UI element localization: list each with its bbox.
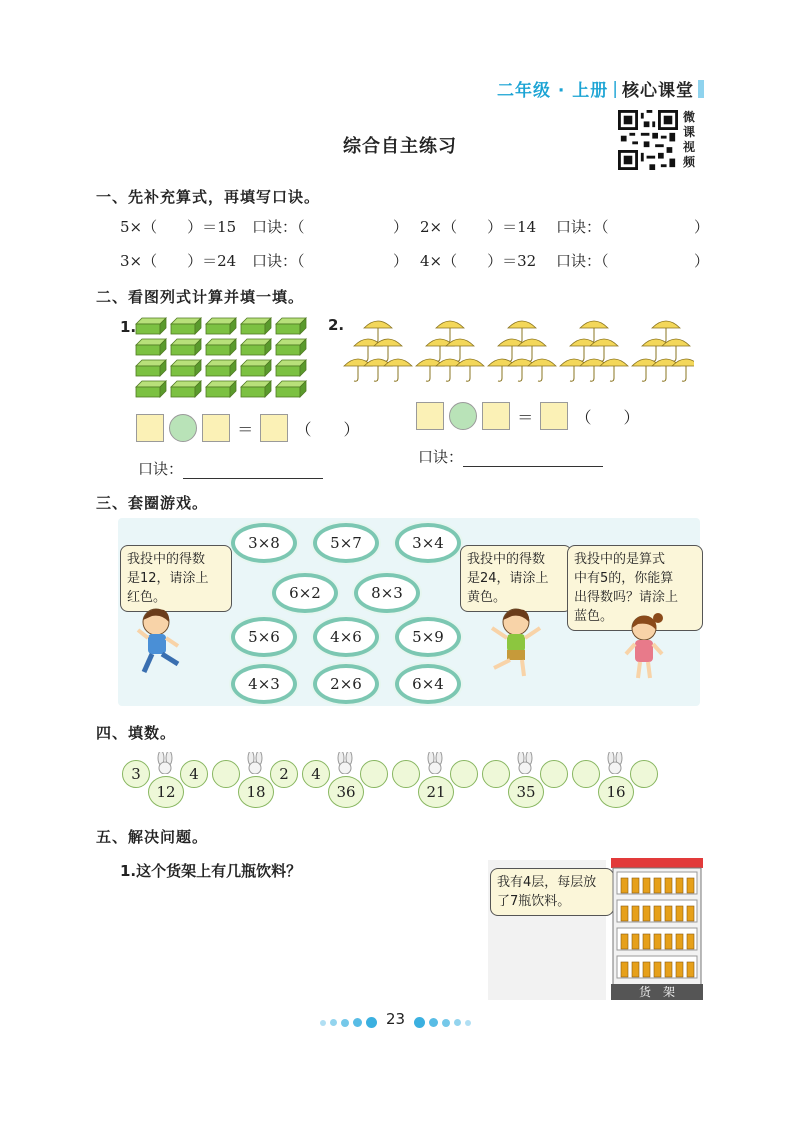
qr-label-char: 微 <box>683 110 696 124</box>
sec1-row2-right-close: ） <box>694 252 710 270</box>
unit-paren: （ ） <box>295 419 360 439</box>
rabbit-icon <box>511 752 539 774</box>
course-label: 核心课堂 <box>622 81 694 101</box>
left-number[interactable] <box>572 760 600 788</box>
shelf-speech-bubble <box>490 868 614 916</box>
bubble-line: 我投中的得数 <box>467 552 546 567</box>
bubble-line: 我有4层，每层放 <box>497 875 597 890</box>
equals-sign: ＝ <box>237 419 254 439</box>
number-group <box>120 752 210 806</box>
answer-box[interactable] <box>540 402 568 430</box>
ring[interactable]: 5×7 <box>313 523 379 563</box>
left-number[interactable]: 4 <box>302 760 330 788</box>
number-group <box>570 752 660 806</box>
left-number[interactable]: 3 <box>122 760 150 788</box>
bubble-line: 黄色。 <box>467 590 507 605</box>
umbrellas-illustration <box>342 314 694 392</box>
bubble-line: 红色。 <box>127 590 167 605</box>
product-number: 35 <box>508 776 544 808</box>
koujue-blank[interactable] <box>463 450 603 467</box>
drink-shelf-illustration <box>611 858 703 1000</box>
section-1-heading: 一、先补充算式，再填写口诀。 <box>96 188 321 206</box>
koujue-label: 口诀： <box>418 448 464 466</box>
section-5-heading: 五、解决问题。 <box>96 828 209 846</box>
sec1-row1-left-close: ） <box>393 218 409 236</box>
sec1-row1-left-koujue[interactable]: 口诀：（ <box>252 218 305 236</box>
section-4-heading: 四、填数。 <box>96 724 177 742</box>
qr-code-icon[interactable] <box>618 110 678 170</box>
sec1-row2-right-koujue[interactable]: 口诀：（ <box>556 252 609 270</box>
ring[interactable]: 8×3 <box>354 573 420 613</box>
section-3-heading: 三、套圈游戏。 <box>96 494 209 512</box>
bubble-line: 我投中的得数 <box>127 552 206 567</box>
bubble-line: 出得数吗？请涂上 <box>574 590 679 605</box>
product-number: 36 <box>328 776 364 808</box>
operator-circle[interactable] <box>169 414 197 442</box>
ring[interactable]: 3×8 <box>231 523 297 563</box>
sec1-row2-right-eq[interactable]: 4×（ ）＝32 <box>420 252 537 270</box>
speech-bubble-left <box>120 545 232 612</box>
koujue-label: 口诀： <box>138 460 184 478</box>
product-number: 21 <box>418 776 454 808</box>
rabbit-icon <box>241 752 269 774</box>
product-number: 18 <box>238 776 274 808</box>
green-blocks-illustration <box>134 316 310 402</box>
equals-sign: ＝ <box>517 407 534 427</box>
answer-box[interactable] <box>202 414 230 442</box>
sec1-row2-left-koujue[interactable]: 口诀：（ <box>252 252 305 270</box>
number-group <box>480 752 570 806</box>
right-number[interactable] <box>360 760 388 788</box>
sec1-row1-right-close: ） <box>694 218 710 236</box>
qr-label-char: 频 <box>683 155 696 169</box>
unit-paren: （ ） <box>575 407 640 427</box>
rabbit-icon <box>331 752 359 774</box>
qr-label-char: 视 <box>683 140 696 154</box>
page-number: 23 <box>386 1010 406 1028</box>
girl-illustration <box>622 612 666 682</box>
sec1-row1-right-eq[interactable]: 2×（ ）＝14 <box>420 218 537 236</box>
page-number-dots-left <box>318 1012 379 1031</box>
page-title: 综合自主练习 <box>343 136 457 157</box>
ring[interactable]: 4×3 <box>231 664 297 704</box>
answer-box[interactable] <box>416 402 444 430</box>
number-group <box>390 752 480 806</box>
ring[interactable]: 6×4 <box>395 664 461 704</box>
product-number: 12 <box>148 776 184 808</box>
number-group <box>210 752 300 806</box>
sec1-row1-right-koujue[interactable]: 口诀：（ <box>556 218 609 236</box>
sec1-row2-left-eq[interactable]: 3×（ ）＝24 <box>120 252 237 270</box>
koujue-blank[interactable] <box>183 462 323 479</box>
answer-box[interactable] <box>482 402 510 430</box>
left-number[interactable] <box>392 760 420 788</box>
left-number[interactable] <box>212 760 240 788</box>
ring[interactable]: 5×9 <box>395 617 461 657</box>
answer-box[interactable] <box>260 414 288 442</box>
right-number[interactable] <box>540 760 568 788</box>
ring[interactable]: 3×4 <box>395 523 461 563</box>
qr-label <box>683 110 699 170</box>
number-group <box>300 752 390 806</box>
product-number: 16 <box>598 776 634 808</box>
bubble-line: 是24，请涂上 <box>467 571 549 586</box>
ring[interactable]: 2×6 <box>313 664 379 704</box>
rabbit-icon <box>601 752 629 774</box>
page-header <box>497 76 704 101</box>
shelf-label: 货 架 <box>638 985 675 999</box>
rabbit-icon <box>151 752 179 774</box>
page-number-dots-right <box>412 1012 473 1031</box>
section-2-heading: 二、看图列式计算并填一填。 <box>96 288 305 306</box>
ring[interactable]: 6×2 <box>272 573 338 613</box>
sec1-row2-left-close: ） <box>393 252 409 270</box>
ring[interactable]: 5×6 <box>231 617 297 657</box>
qr-label-char: 课 <box>683 125 696 139</box>
problem-1-koujue <box>138 458 323 479</box>
ring[interactable]: 4×6 <box>313 617 379 657</box>
speech-bubble-middle <box>460 545 572 612</box>
left-number[interactable] <box>482 760 510 788</box>
header-bar <box>698 80 704 98</box>
sec1-row1-left-eq[interactable]: 5×（ ）＝15 <box>120 218 237 236</box>
problem-1-number: 1. <box>120 318 137 336</box>
bubble-line: 了7瓶饮料。 <box>497 894 571 909</box>
problem-2-equation <box>416 402 642 430</box>
operator-circle[interactable] <box>449 402 477 430</box>
bubble-line: 是12，请涂上 <box>127 571 209 586</box>
boy-jumping-illustration <box>486 606 546 680</box>
right-number[interactable]: 4 <box>180 760 208 788</box>
rabbit-icon <box>421 752 449 774</box>
problem-2-number: 2. <box>328 316 345 334</box>
bubble-line: 蓝色。 <box>574 609 614 624</box>
boy-running-illustration <box>134 606 192 680</box>
answer-box[interactable] <box>136 414 164 442</box>
right-number[interactable] <box>450 760 478 788</box>
problem-2-koujue <box>418 446 603 467</box>
problem-1-equation <box>136 414 362 442</box>
bubble-line: 中有5的，你能算 <box>574 571 674 586</box>
bubble-line: 我投中的是算式 <box>574 552 666 567</box>
right-number[interactable] <box>630 760 658 788</box>
grade-label: 二年级 · 上册 <box>496 81 609 101</box>
right-number[interactable]: 2 <box>270 760 298 788</box>
header-separator: | <box>612 78 618 99</box>
problem-5-1: 1.这个货架上有几瓶饮料？ <box>120 862 302 880</box>
